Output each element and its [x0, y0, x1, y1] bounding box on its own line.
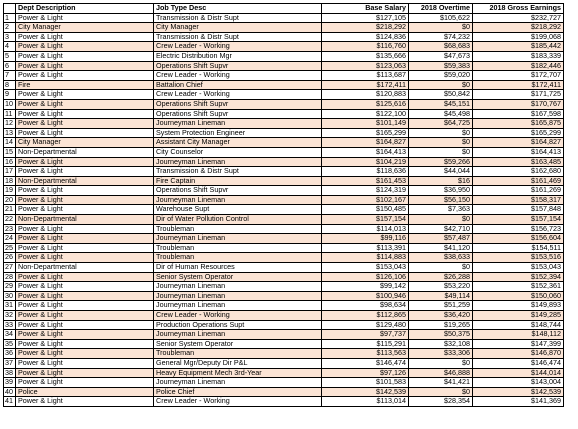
dept-description-cell: Fire [16, 80, 154, 90]
overtime-cell: $0 [409, 23, 473, 33]
dept-description-cell: Power & Light [16, 13, 154, 23]
gross-earnings-cell: $161,269 [473, 186, 564, 196]
job-type-cell: Operations Shift Supvr [154, 61, 322, 71]
table-row [4, 311, 564, 321]
table-row [4, 167, 564, 177]
dept-description-cell: Power & Light [16, 301, 154, 311]
row-index: 3 [4, 32, 16, 42]
job-type-cell: Heavy Equipment Mech 3rd-Year [154, 368, 322, 378]
job-type-cell: Assistant City Manager [154, 138, 322, 148]
base-salary-cell: $100,946 [322, 291, 409, 301]
table-body [4, 13, 564, 406]
table-row [4, 243, 564, 253]
dept-description-cell: Non-Departmental [16, 263, 154, 273]
row-index: 10 [4, 99, 16, 109]
row-index: 19 [4, 186, 16, 196]
row-index: 15 [4, 147, 16, 157]
job-type-cell: Troubleman [154, 224, 322, 234]
table-row [4, 320, 564, 330]
gross-earnings-cell: $143,004 [473, 378, 564, 388]
dept-description-cell: Power & Light [16, 234, 154, 244]
gross-earnings-cell: $199,068 [473, 32, 564, 42]
overtime-cell: $7,363 [409, 205, 473, 215]
gross-earnings-cell: $157,154 [473, 215, 564, 225]
table-row [4, 90, 564, 100]
dept-description-cell: Power & Light [16, 358, 154, 368]
table-row [4, 109, 564, 119]
gross-earnings-cell: $185,442 [473, 42, 564, 52]
row-index: 31 [4, 301, 16, 311]
base-salary-cell: $123,063 [322, 61, 409, 71]
header-gross-earnings: 2018 Gross Earnings [473, 4, 564, 14]
gross-earnings-cell: $164,413 [473, 147, 564, 157]
overtime-cell: $36,420 [409, 311, 473, 321]
gross-earnings-cell: $146,870 [473, 349, 564, 359]
row-index: 34 [4, 330, 16, 340]
table-row [4, 23, 564, 33]
overtime-cell: $44,044 [409, 167, 473, 177]
dept-description-cell: Power & Light [16, 61, 154, 71]
row-index: 28 [4, 272, 16, 282]
header-dept-description: Dept Description [16, 4, 154, 14]
gross-earnings-cell: $152,394 [473, 272, 564, 282]
base-salary-cell: $126,106 [322, 272, 409, 282]
header-overtime: 2018 Overtime [409, 4, 473, 14]
base-salary-cell: $129,480 [322, 320, 409, 330]
dept-description-cell: Power & Light [16, 311, 154, 321]
job-type-cell: Senior System Operator [154, 272, 322, 282]
dept-description-cell: Police [16, 387, 154, 397]
overtime-cell: $74,232 [409, 32, 473, 42]
gross-earnings-cell: $163,485 [473, 157, 564, 167]
job-type-cell: Crew Leader - Working [154, 311, 322, 321]
gross-earnings-cell: $141,369 [473, 397, 564, 407]
job-type-cell: Troubleman [154, 253, 322, 263]
overtime-cell: $105,622 [409, 13, 473, 23]
dept-description-cell: Power & Light [16, 378, 154, 388]
table-row [4, 205, 564, 215]
row-index: 6 [4, 61, 16, 71]
row-index: 27 [4, 263, 16, 273]
overtime-cell: $56,150 [409, 195, 473, 205]
table-row [4, 186, 564, 196]
gross-earnings-cell: $156,604 [473, 234, 564, 244]
row-index: 32 [4, 311, 16, 321]
job-type-cell: Senior System Operator [154, 339, 322, 349]
table-row [4, 263, 564, 273]
table-row [4, 71, 564, 81]
gross-earnings-cell: $150,060 [473, 291, 564, 301]
base-salary-cell: $97,737 [322, 330, 409, 340]
dept-description-cell: Power & Light [16, 51, 154, 61]
gross-earnings-cell: $164,827 [473, 138, 564, 148]
gross-earnings-cell: $153,516 [473, 253, 564, 263]
dept-description-cell: Power & Light [16, 224, 154, 234]
base-salary-cell: $172,411 [322, 80, 409, 90]
row-index: 14 [4, 138, 16, 148]
dept-description-cell: Power & Light [16, 119, 154, 129]
row-index: 37 [4, 358, 16, 368]
gross-earnings-cell: $162,680 [473, 167, 564, 177]
row-index: 41 [4, 397, 16, 407]
job-type-cell: Transmission & Distr Supt [154, 32, 322, 42]
overtime-cell: $42,710 [409, 224, 473, 234]
row-index: 2 [4, 23, 16, 33]
base-salary-cell: $146,474 [322, 358, 409, 368]
dept-description-cell: Power & Light [16, 71, 154, 81]
overtime-cell: $50,842 [409, 90, 473, 100]
row-index: 20 [4, 195, 16, 205]
overtime-cell: $0 [409, 138, 473, 148]
dept-description-cell: Power & Light [16, 272, 154, 282]
dept-description-cell: Power & Light [16, 99, 154, 109]
row-index: 11 [4, 109, 16, 119]
table-row [4, 291, 564, 301]
table-row [4, 358, 564, 368]
dept-description-cell: Power & Light [16, 186, 154, 196]
table-row [4, 176, 564, 186]
row-index: 17 [4, 167, 16, 177]
table-row [4, 368, 564, 378]
row-index: 13 [4, 128, 16, 138]
overtime-cell: $16 [409, 176, 473, 186]
job-type-cell: Transmission & Distr Supt [154, 13, 322, 23]
base-salary-cell: $161,453 [322, 176, 409, 186]
job-type-cell: Journeyman Lineman [154, 282, 322, 292]
table-row [4, 282, 564, 292]
job-type-cell: Journeyman Lineman [154, 378, 322, 388]
gross-earnings-cell: $183,339 [473, 51, 564, 61]
overtime-cell: $26,288 [409, 272, 473, 282]
job-type-cell: Crew Leader - Working [154, 42, 322, 52]
gross-earnings-cell: $144,014 [473, 368, 564, 378]
gross-earnings-cell: $170,767 [473, 99, 564, 109]
row-index: 22 [4, 215, 16, 225]
gross-earnings-cell: $152,361 [473, 282, 564, 292]
dept-description-cell: Power & Light [16, 339, 154, 349]
dept-description-cell: Non-Departmental [16, 215, 154, 225]
base-salary-cell: $101,583 [322, 378, 409, 388]
table-row [4, 13, 564, 23]
gross-earnings-cell: $165,875 [473, 119, 564, 129]
overtime-cell: $59,266 [409, 157, 473, 167]
overtime-cell: $45,151 [409, 99, 473, 109]
gross-earnings-cell: $156,723 [473, 224, 564, 234]
dept-description-cell: Power & Light [16, 157, 154, 167]
overtime-cell: $28,354 [409, 397, 473, 407]
gross-earnings-cell: $142,539 [473, 387, 564, 397]
job-type-cell: Journeyman Lineman [154, 119, 322, 129]
base-salary-cell: $113,391 [322, 243, 409, 253]
gross-earnings-cell: $147,399 [473, 339, 564, 349]
base-salary-cell: $101,149 [322, 119, 409, 129]
base-salary-cell: $165,299 [322, 128, 409, 138]
gross-earnings-cell: $146,474 [473, 358, 564, 368]
dept-description-cell: Non-Departmental [16, 147, 154, 157]
dept-description-cell: Power & Light [16, 195, 154, 205]
row-index: 36 [4, 349, 16, 359]
table-row [4, 195, 564, 205]
job-type-cell: Journeyman Lineman [154, 291, 322, 301]
base-salary-cell: $124,836 [322, 32, 409, 42]
job-type-cell: Crew Leader - Working [154, 397, 322, 407]
base-salary-cell: $120,883 [322, 90, 409, 100]
overtime-cell: $45,498 [409, 109, 473, 119]
table-row [4, 32, 564, 42]
job-type-cell: System Protection Engineer [154, 128, 322, 138]
dept-description-cell: Power & Light [16, 368, 154, 378]
row-index: 38 [4, 368, 16, 378]
base-salary-cell: $122,100 [322, 109, 409, 119]
row-index: 1 [4, 13, 16, 23]
dept-description-cell: Power & Light [16, 253, 154, 263]
row-index: 26 [4, 253, 16, 263]
row-index: 30 [4, 291, 16, 301]
table-row [4, 330, 564, 340]
row-index: 7 [4, 71, 16, 81]
dept-description-cell: Power & Light [16, 167, 154, 177]
job-type-cell: Crew Leader - Working [154, 71, 322, 81]
job-type-cell: Production Operations Supt [154, 320, 322, 330]
dept-description-cell: City Manager [16, 138, 154, 148]
dept-description-cell: Power & Light [16, 205, 154, 215]
table-row [4, 253, 564, 263]
table-row [4, 224, 564, 234]
gross-earnings-cell: $171,725 [473, 90, 564, 100]
table-row [4, 51, 564, 61]
overtime-cell: $0 [409, 387, 473, 397]
job-type-cell: Troubleman [154, 349, 322, 359]
base-salary-cell: $150,485 [322, 205, 409, 215]
row-index: 40 [4, 387, 16, 397]
overtime-cell: $49,114 [409, 291, 473, 301]
salary-table [3, 3, 564, 407]
row-index: 5 [4, 51, 16, 61]
overtime-cell: $36,950 [409, 186, 473, 196]
job-type-cell: Fire Captain [154, 176, 322, 186]
job-type-cell: Electric Distribution Mgr [154, 51, 322, 61]
row-index: 8 [4, 80, 16, 90]
job-type-cell: Warehouse Supt [154, 205, 322, 215]
row-index: 33 [4, 320, 16, 330]
base-salary-cell: $125,616 [322, 99, 409, 109]
header-index [4, 4, 16, 14]
table-row [4, 80, 564, 90]
overtime-cell: $47,673 [409, 51, 473, 61]
dept-description-cell: Power & Light [16, 349, 154, 359]
base-salary-cell: $218,292 [322, 23, 409, 33]
gross-earnings-cell: $161,469 [473, 176, 564, 186]
job-type-cell: Battalion Chief [154, 80, 322, 90]
overtime-cell: $59,020 [409, 71, 473, 81]
base-salary-cell: $112,865 [322, 311, 409, 321]
dept-description-cell: Power & Light [16, 109, 154, 119]
job-type-cell: Police Chief [154, 387, 322, 397]
dept-description-cell: Power & Light [16, 282, 154, 292]
gross-earnings-cell: $232,727 [473, 13, 564, 23]
table-row [4, 339, 564, 349]
base-salary-cell: $114,013 [322, 224, 409, 234]
overtime-cell: $19,265 [409, 320, 473, 330]
row-index: 23 [4, 224, 16, 234]
table-row [4, 128, 564, 138]
job-type-cell: Transmission & Distr Supt [154, 167, 322, 177]
job-type-cell: Troubleman [154, 243, 322, 253]
base-salary-cell: $99,116 [322, 234, 409, 244]
gross-earnings-cell: $153,043 [473, 263, 564, 273]
overtime-cell: $68,683 [409, 42, 473, 52]
header-base-salary: Base Salary [322, 4, 409, 14]
gross-earnings-cell: $165,299 [473, 128, 564, 138]
gross-earnings-cell: $148,744 [473, 320, 564, 330]
overtime-cell: $32,108 [409, 339, 473, 349]
job-type-cell: Dir of Water Pollution Control [154, 215, 322, 225]
table-row [4, 215, 564, 225]
overtime-cell: $0 [409, 215, 473, 225]
base-salary-cell: $113,014 [322, 397, 409, 407]
dept-description-cell: Non-Departmental [16, 176, 154, 186]
base-salary-cell: $104,219 [322, 157, 409, 167]
job-type-cell: Dir of Human Resources [154, 263, 322, 273]
job-type-cell: Journeyman Lineman [154, 195, 322, 205]
dept-description-cell: Power & Light [16, 243, 154, 253]
gross-earnings-cell: $148,112 [473, 330, 564, 340]
table-row [4, 42, 564, 52]
overtime-cell: $46,888 [409, 368, 473, 378]
overtime-cell: $0 [409, 80, 473, 90]
job-type-cell: Journeyman Lineman [154, 301, 322, 311]
table-row [4, 234, 564, 244]
base-salary-cell: $115,291 [322, 339, 409, 349]
overtime-cell: $64,725 [409, 119, 473, 129]
overtime-cell: $33,306 [409, 349, 473, 359]
dept-description-cell: Power & Light [16, 320, 154, 330]
overtime-cell: $0 [409, 128, 473, 138]
row-index: 29 [4, 282, 16, 292]
job-type-cell: City Manager [154, 23, 322, 33]
dept-description-cell: Power & Light [16, 128, 154, 138]
base-salary-cell: $99,142 [322, 282, 409, 292]
header-job-type-desc: Job Type Desc [154, 4, 322, 14]
overtime-cell: $0 [409, 358, 473, 368]
base-salary-cell: $97,126 [322, 368, 409, 378]
table-row [4, 61, 564, 71]
gross-earnings-cell: $172,707 [473, 71, 564, 81]
table-row [4, 157, 564, 167]
row-index: 21 [4, 205, 16, 215]
dept-description-cell: Power & Light [16, 330, 154, 340]
row-index: 12 [4, 119, 16, 129]
row-index: 39 [4, 378, 16, 388]
base-salary-cell: $164,413 [322, 147, 409, 157]
base-salary-cell: $102,167 [322, 195, 409, 205]
row-index: 25 [4, 243, 16, 253]
gross-earnings-cell: $158,317 [473, 195, 564, 205]
overtime-cell: $0 [409, 147, 473, 157]
overtime-cell: $41,421 [409, 378, 473, 388]
dept-description-cell: Power & Light [16, 397, 154, 407]
row-index: 24 [4, 234, 16, 244]
gross-earnings-cell: $182,446 [473, 61, 564, 71]
base-salary-cell: $127,105 [322, 13, 409, 23]
table-row [4, 119, 564, 129]
job-type-cell: General Mgr/Deputy Dir P&L [154, 358, 322, 368]
gross-earnings-cell: $172,411 [473, 80, 564, 90]
overtime-cell: $0 [409, 263, 473, 273]
job-type-cell: Crew Leader - Working [154, 90, 322, 100]
row-index: 16 [4, 157, 16, 167]
table-row [4, 397, 564, 407]
overtime-cell: $50,375 [409, 330, 473, 340]
gross-earnings-cell: $218,292 [473, 23, 564, 33]
row-index: 18 [4, 176, 16, 186]
gross-earnings-cell: $154,511 [473, 243, 564, 253]
job-type-cell: City Counselor [154, 147, 322, 157]
dept-description-cell: City Manager [16, 23, 154, 33]
gross-earnings-cell: $149,893 [473, 301, 564, 311]
base-salary-cell: $113,563 [322, 349, 409, 359]
base-salary-cell: $164,827 [322, 138, 409, 148]
job-type-cell: Journeyman Lineman [154, 157, 322, 167]
table-row [4, 272, 564, 282]
row-index: 9 [4, 90, 16, 100]
base-salary-cell: $116,760 [322, 42, 409, 52]
job-type-cell: Operations Shift Supvr [154, 109, 322, 119]
row-index: 4 [4, 42, 16, 52]
overtime-cell: $51,259 [409, 301, 473, 311]
table-row [4, 378, 564, 388]
base-salary-cell: $118,636 [322, 167, 409, 177]
base-salary-cell: $153,043 [322, 263, 409, 273]
base-salary-cell: $135,666 [322, 51, 409, 61]
base-salary-cell: $113,687 [322, 71, 409, 81]
overtime-cell: $41,120 [409, 243, 473, 253]
table-row [4, 138, 564, 148]
base-salary-cell: $114,883 [322, 253, 409, 263]
gross-earnings-cell: $157,848 [473, 205, 564, 215]
row-index: 35 [4, 339, 16, 349]
job-type-cell: Journeyman Lineman [154, 234, 322, 244]
table-row [4, 99, 564, 109]
dept-description-cell: Power & Light [16, 90, 154, 100]
table-row [4, 387, 564, 397]
base-salary-cell: $142,539 [322, 387, 409, 397]
overtime-cell: $57,487 [409, 234, 473, 244]
dept-description-cell: Power & Light [16, 291, 154, 301]
dept-description-cell: Power & Light [16, 32, 154, 42]
base-salary-cell: $98,634 [322, 301, 409, 311]
dept-description-cell: Power & Light [16, 42, 154, 52]
table-row [4, 301, 564, 311]
job-type-cell: Journeyman Lineman [154, 330, 322, 340]
overtime-cell: $38,633 [409, 253, 473, 263]
overtime-cell: $53,220 [409, 282, 473, 292]
table-row [4, 147, 564, 157]
base-salary-cell: $157,154 [322, 215, 409, 225]
gross-earnings-cell: $167,598 [473, 109, 564, 119]
table-row [4, 349, 564, 359]
overtime-cell: $59,383 [409, 61, 473, 71]
header-row [4, 4, 564, 14]
job-type-cell: Operations Shift Supvr [154, 186, 322, 196]
gross-earnings-cell: $149,285 [473, 311, 564, 321]
job-type-cell: Operations Shift Supvr [154, 99, 322, 109]
base-salary-cell: $124,319 [322, 186, 409, 196]
